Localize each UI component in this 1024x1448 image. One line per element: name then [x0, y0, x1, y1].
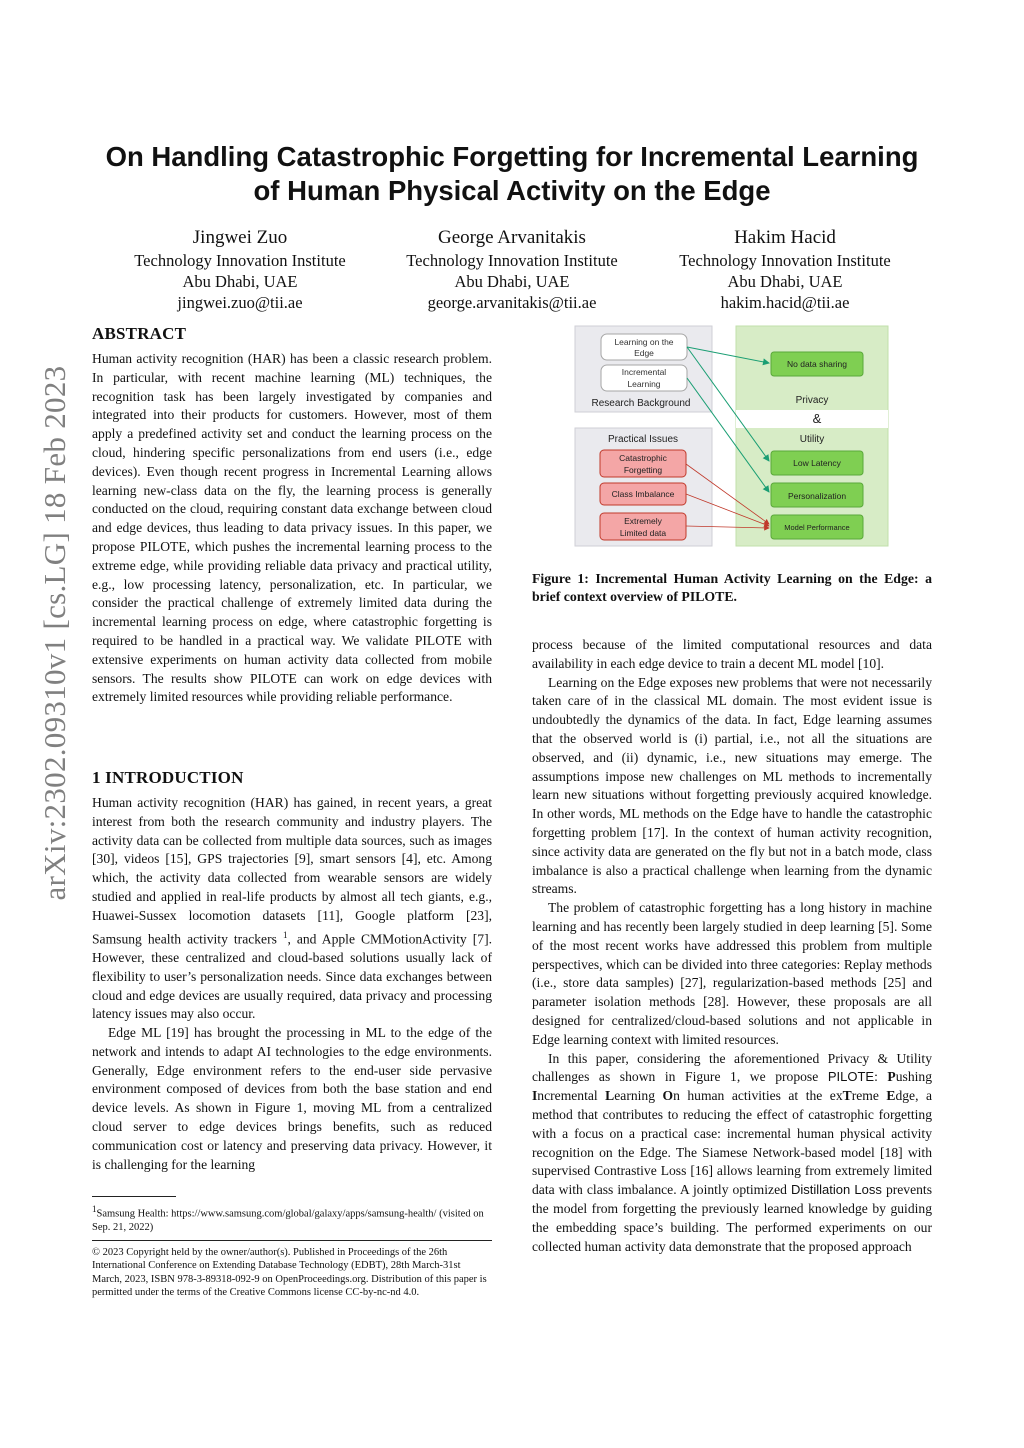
- author-affiliation: Technology Innovation Institute: [406, 251, 618, 270]
- catastrophic-forgetting-label-1: Catastrophic: [619, 453, 667, 463]
- author-location: Abu Dhabi, UAE: [727, 272, 843, 291]
- abstract-section: [92, 324, 492, 707]
- class-imbalance-label: Class Imbalance: [611, 489, 675, 499]
- limited-data-label-1: Extremely: [624, 516, 662, 526]
- arxiv-identifier: arXiv:2302.09310v1 [cs.LG] 18 Feb 2023: [37, 365, 72, 901]
- copyright-divider: [92, 1240, 492, 1241]
- author-email[interactable]: hakim.hacid@tii.ae: [720, 293, 850, 312]
- author-email[interactable]: george.arvanitakis@tii.ae: [427, 293, 597, 312]
- paper-title: On Handling Catastrophic Forgetting for Incremental Learning of Human Physical Activity on the Edge: [105, 141, 919, 206]
- author-name: George Arvanitakis: [438, 227, 586, 248]
- no-data-sharing-label: No data sharing: [786, 359, 848, 369]
- right-column-text: [532, 636, 932, 1256]
- author-block-1: [90, 226, 390, 313]
- author-affiliation: Technology Innovation Institute: [679, 251, 891, 270]
- right-paragraph-2: The problem of catastrophic forgetting has a long history in machine learning and has recently been largely studied in deep learning [5]. Some of the most recent works have addressed this problem from multiple perspectives, which can be divided into three categories: Replay methods (i.e., store data samples) [27], regularization-based methods [25] and parameter isolation methods [28]. However, these proposals are all designed for centralized/cloud-based solutions and not applicable in Edge learning context with limited resources.: [532, 900, 932, 1047]
- privacy-label: Privacy: [795, 395, 829, 406]
- model-performance-label: Model Performance: [784, 523, 850, 532]
- figure-1-diagram: [573, 324, 891, 550]
- limited-data-label-2: Limited data: [619, 528, 667, 538]
- introduction-section: [92, 768, 492, 1174]
- abstract-heading: ABSTRACT: [92, 324, 187, 343]
- author-name: Hakim Hacid: [734, 227, 836, 248]
- ampersand-label: &: [812, 411, 822, 426]
- author-location: Abu Dhabi, UAE: [454, 272, 570, 291]
- author-affiliation: Technology Innovation Institute: [134, 251, 346, 270]
- author-name: Jingwei Zuo: [192, 227, 288, 248]
- incremental-learning-label-1: Incremental: [621, 367, 667, 377]
- catastrophic-forgetting-label-2: Forgetting: [623, 465, 663, 475]
- copyright-notice: © 2023 Copyright held by the owner/author(s). Published in Proceedings of the 26th International Conference on Extending Database Technology (EDBT), 28th March-31st March, 2023, ISBN 978-3-89318-092-9 on OpenProceedings.org. Distribution of this paper is permitted under the terms of the Creative Commons license CC-by-nc-nd 4.0.: [92, 1247, 487, 1299]
- utility-label: Utility: [799, 434, 825, 445]
- introduction-heading: 1 INTRODUCTION: [92, 768, 244, 787]
- intro-paragraph-2: Edge ML [19] has brought the processing in ML to the edge of the network and intends to adapt AI technologies to the edge environments. Generally, Edge environment refers to the end-user side pervasive environment composed of devices from both the base station and end device levels. As shown in Figure 1, moving ML from a centralized cloud server to edge devices brings benefits, such as reduced communication cost or latency and preserving data privacy. However, it is challenging for the learning: [92, 1025, 492, 1172]
- low-latency-label: Low Latency: [793, 458, 841, 468]
- intro-paragraph-1: Human activity recognition (HAR) has gained, in recent years, a great interest from both the research community and industry players. The activity data can be collected from multiple data sources, such as images [30], videos [15], GPS trajectories [9], smart sensors [4], etc. Among which, the activity data collected from wearable sensors are widely studied and applied in real-life products by almost all tech giants, e.g., Huawei-Sussex locomotion datasets [11], Google platform [23], Samsung health activity trackers $^1$, and Apple CMMotionActivity [7]. However, these centralized and cloud-based solutions usually lack of flexibility to user’s personalization needs. Since data exchanges between cloud and edge devices are usually required, data privacy and processing latency issues may also occur.: [92, 795, 492, 1022]
- learning-on-edge-label-1: Learning on the: [614, 337, 674, 347]
- footnote-marker[interactable]: 1: [282, 929, 288, 940]
- incremental-learning-label-2: Learning: [627, 379, 661, 389]
- right-paragraph-3: In this paper, considering the aforementioned Privacy & Utility challenges as shown in Figure 1, we propose PILOTE: Pushing Incremental Learning On human activities at the exTreme Edge, a method that contributes to reducing the effect of catastrophic forgetting with a focus on a practical case: incremental human physical activity recognition on the Edge. The Siamese Network-based model [18] with supervised Contrastive Loss [16] allows learning from extremely limited data with class imbalance. A jointly optimized Distillation Loss prevents the model from forgetting the previously learned knowledge by guiding the embedding space’s building. The performed experiments on our collected human activity data demonstrate that the proposed approach: [532, 1050, 932, 1254]
- footnote: $^1$Samsung Health: https://www.samsung.com/global/galaxy/apps/samsung-health/ (visited on Sep. 21, 2022): [92, 1204, 484, 1233]
- footnote-divider: [92, 1196, 176, 1197]
- learning-on-edge-label-2: Edge: [634, 348, 654, 358]
- research-background-label: Research Background: [591, 398, 691, 409]
- practical-issues-label: Practical Issues: [607, 434, 679, 445]
- pilote-name: PILOTE: [827, 1069, 875, 1085]
- right-paragraph-0: process because of the limited computational resources and data availability in each edge device to train a decent ML model [10].: [532, 637, 932, 671]
- author-block-3: [635, 226, 935, 313]
- abstract-text: Human activity recognition (HAR) has been a classic research problem. In particular, with recent machine learning (ML) techniques, the recognition task has been largely investigated by companies and integrated into their products for customers. However, most of them apply a predefined activity set and conduct the learning process on the cloud, hindering specific personalizations from end users (i.e., edge devices). Even though recent progress in Incremental Learning allows learning new-class data on the fly, the learning process is generally conducted on the cloud, requiring constant data exchange between cloud and edge devices, thus leading to data privacy issues. In this paper, we propose PILOTE, which pushes the incremental learning process to the extreme edge, while providing reliable data privacy and practical utility, e.g., low processing latency, personalization, etc. In particular, we consider the practical challenge of extremely limited data during the incremental learning process on edge, where catastrophic forgetting is required to be handled in a practical way. We validate PILOTE with extensive experiments on human activity data collected from mobile sensors. The results show PILOTE can work on edge devices with extremely limited resources while providing reliable performance.: [92, 351, 492, 705]
- author-block-2: [362, 226, 662, 313]
- author-location: Abu Dhabi, UAE: [182, 272, 298, 291]
- right-paragraph-1: Learning on the Edge exposes new problems that were not necessarily taken care of in the classical ML domain. The most evident issue is undoubtedly the dynamics of the data. In fact, Edge learning assumes that the observed world is (i) partial, i.e., not all the situations are observed, and (ii) dynamic, i.e., new situations may emerge. The assumptions impose new challenges on ML methods to incrementally learn new situations without forgetting previously acquired knowledge. In other words, ML methods on the Edge have to handle the catastrophic forgetting problem [17]. In the context of human activity recognition, since activity data are generated on the fly but not in a batch mode, class imbalance is also a practical challenge when learning from the dynamic streams.: [532, 674, 932, 897]
- personalization-label: Personalization: [787, 491, 847, 501]
- figure-1-caption: Figure 1: Incremental Human Activity Learning on the Edge: a brief context overview of PILOTE.: [532, 571, 932, 604]
- author-email[interactable]: jingwei.zuo@tii.ae: [177, 293, 303, 312]
